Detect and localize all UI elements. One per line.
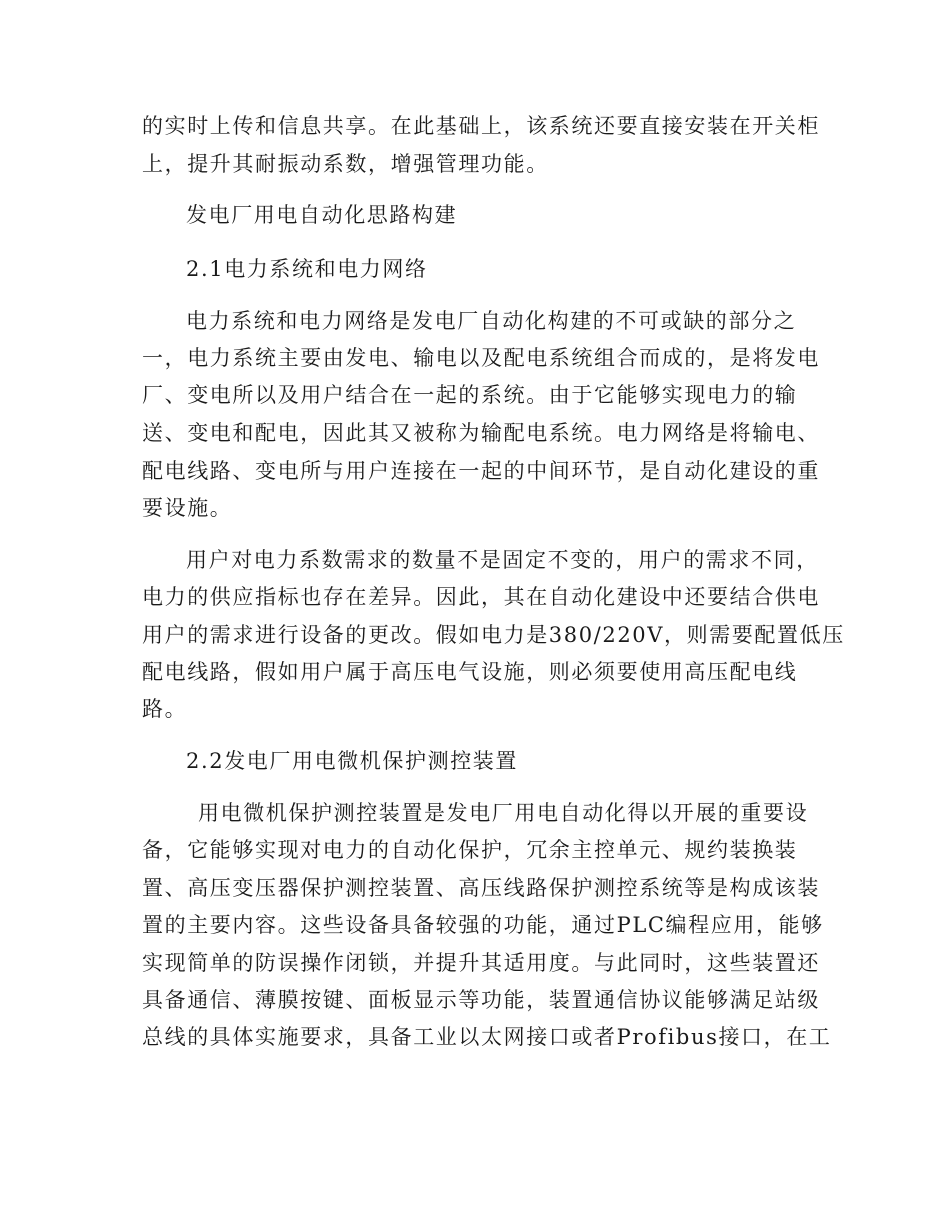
paragraph-line: 用户的需求进行设备的更改。假如电力是380/220V，则需要配置低压 (142, 623, 845, 647)
paragraph-line: 置、高压变压器保护测控装置、高压线路保护测控系统等是构成该装 (142, 876, 820, 900)
paragraph-line: 用电微机保护测控装置是发电厂用电自动化得以开展的重要设 (198, 801, 809, 825)
paragraph-line: 电力的供应指标也存在差异。因此，其在自动化建设中还要结合供电 (142, 585, 820, 609)
paragraph-line: 电力系统和电力网络是发电厂自动化构建的不可或缺的部分之 (186, 309, 797, 333)
paragraph-line: 一，电力系统主要由发电、输电以及配电系统组合而成的，是将发电 (142, 346, 820, 370)
paragraph-line: 置的主要内容。这些设备具备较强的功能，通过PLC编程应用，能够 (142, 913, 824, 937)
paragraph-line: 用户对电力系数需求的数量不是固定不变的，用户的需求不同， (186, 548, 819, 572)
paragraph-line: 送、变电和配电，因此其又被称为输配电系统。电力网络是将输电、 (142, 421, 820, 445)
paragraph-line: 具备通信、薄膜按键、面板显示等功能，装置通信协议能够满足站级 (142, 988, 820, 1012)
paragraph-line: 要设施。 (142, 496, 233, 520)
paragraph-line: 配电线路、变电所与用户连接在一起的中间环节，是自动化建设的重 (142, 459, 820, 483)
paragraph-line: 路。 (142, 697, 188, 721)
paragraph-line: 厂、变电所以及用户结合在一起的系统。由于它能够实现电力的输 (142, 383, 798, 407)
paragraph-line: 的实时上传和信息共享。在此基础上，该系统还要直接安装在开关柜 (142, 114, 820, 138)
paragraph-line: 实现简单的防误操作闭锁，并提升其适用度。与此同时，这些装置还 (142, 951, 820, 975)
section-heading: 发电厂用电自动化思路构建 (186, 203, 458, 227)
paragraph-line: 上，提升其耐振动系数，增强管理功能。 (142, 152, 549, 176)
paragraph-line: 总线的具体实施要求，具备工业以太网接口或者Profibus接口，在工 (142, 1025, 832, 1049)
subheading-2-2: 2.2发电厂用电微机保护测控装置 (186, 749, 518, 773)
subheading-2-1: 2.1电力系统和电力网络 (186, 257, 428, 281)
paragraph-line: 配电线路，假如用户属于高压电气设施，则必须要使用高压配电线 (142, 660, 798, 684)
paragraph-line: 备，它能够实现对电力的自动化保护，冗余主控单元、规约装换装 (142, 838, 798, 862)
